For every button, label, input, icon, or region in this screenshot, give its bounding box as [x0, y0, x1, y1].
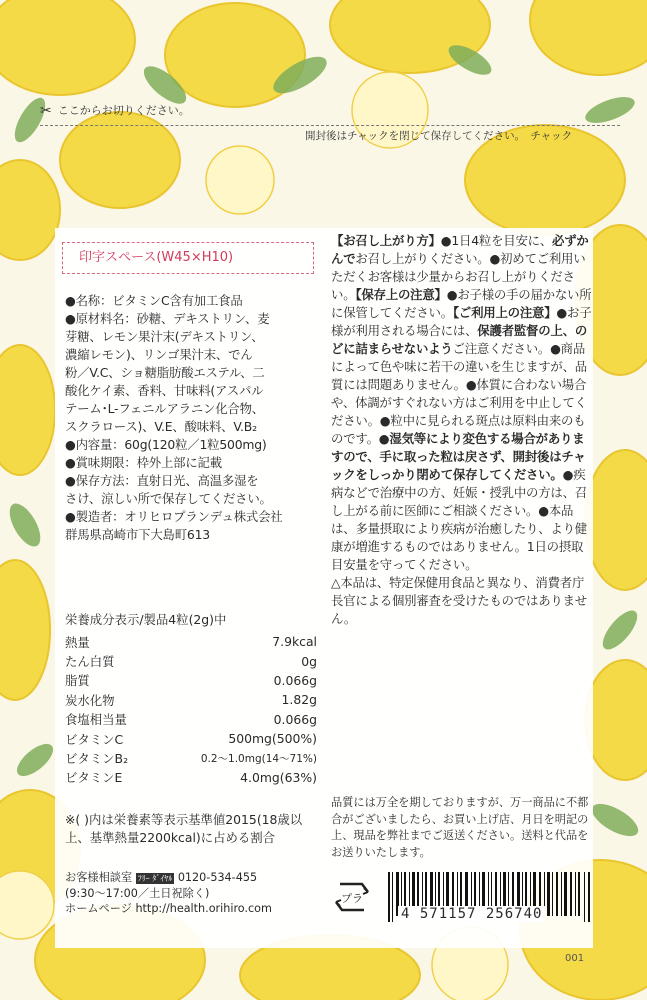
nutrition-row: 脂質 0.066g — [65, 672, 317, 689]
nutrition-row: 食塩相当量 0.066g — [65, 711, 317, 728]
info-line: さけ、涼しい所で保存してください。 — [65, 491, 272, 506]
caution-note: △本品は、特定保健用食品と異なり、消費者庁長官による個別審査を受けたものではありません。 — [331, 575, 588, 626]
nutrition-row: たん白質 0g — [65, 653, 317, 670]
print-space-box: 印字スペース(W45×H10) — [62, 242, 314, 274]
contact-info: お客様相談室 ﾌﾘｰ ﾀﾞｲﾔﾙ 0120-534-455 (9:30～17:00／土日祝除く) ホームページ http://health.orihiro.com — [65, 870, 327, 917]
nutrition-note: ※( )内は栄養素等表示基準値2015(18歳以上、基準熱量2200kcal)に占める割合 — [65, 812, 303, 845]
recycle-mark-text: プラ — [341, 892, 363, 905]
nutrition-row: ビタミンB₂ 0.2～1.0mg(14～71%) — [65, 751, 317, 767]
nutrition-row: 炭水化物 1.82g — [65, 692, 317, 708]
homepage-url: ホームページ http://health.orihiro.com — [65, 902, 272, 915]
directions: 【お召し上がり方】●1日4粒を目安に、必ずかんでお召し上がりください。●初めてご利用いただくお客様は少量からお召し上がりください。【保存上の注意】●お子様の手の届かない所に保管してください。【ご利用上の注意】●お子様が利用される場合には、保護者監督の上、のどに詰まらせないようご注意ください。●商品によって色や味に若干の違いを生じますが、品質には問題ありません。●体質に合わない場合や、体調がすぐれない方はご利用を中止してください。●粒中に見られる斑点は原料由来のものです。●湿気等により変色する場合がありますので、手に取った粒は戻さず、開封後はチャックをしっかり閉めて保存してください。●疾病などで治療中の方、妊娠・授乳中の方は、召し上がる前に医師にご相談ください。●本品は、多量摂取により疾病が治癒したり、より健康が増進するものではありません。1日の摂取目安量を守ってください。 △本品は、特定保健用食品と異なり、消費者庁長官による個別審査を受けたものではありません。 — [331, 233, 592, 626]
info-line: 酸化ケイ素、香料、甘味料(アスパル — [65, 383, 264, 398]
free-dial-badge: ﾌﾘｰ ﾀﾞｲﾔﾙ — [137, 873, 173, 883]
product-info — [65, 292, 325, 544]
nutrition-table — [65, 632, 317, 787]
info-line: テーム･L-フェニルアラニン化合物、 — [65, 401, 264, 416]
info-line: 濃縮レモン)、リンゴ果汁末、でん — [65, 347, 253, 362]
info-line: ●製造者：オリヒロプランデュ株式会社 — [65, 509, 283, 524]
quality-note: 品質には万全を期しておりますが、万一商品に不都合がございましたら、お買い上げ店、月日を明記の上、現品を弊社までご返送ください。送料と代品をお送りいたします。 — [331, 796, 589, 859]
info-line: 芽糖、レモン果汁末(デキストリン、 — [65, 329, 264, 344]
barcode-icon — [386, 872, 598, 932]
info-line: ●原材料名：砂糖、デキストリン、麦 — [65, 311, 270, 326]
print-code: 001 — [565, 953, 585, 964]
nutrition-title: 栄養成分表示/製品4粒(2g)中 — [65, 612, 227, 627]
nutrition-row: ビタミンC 500mg(500%) — [65, 731, 317, 747]
cut-line-note: ✂ ここからお切りください。 — [40, 103, 190, 119]
info-line: ●保存方法：直射日光、高温多湿を — [65, 473, 259, 488]
info-line: ●名称：ビタミンC含有加工食品 — [65, 293, 243, 308]
pla-recycle-icon — [332, 878, 372, 916]
scissors-icon: ✂ — [40, 103, 52, 119]
phone-number: 0120-534-455 — [177, 871, 258, 884]
zipper-note: 開封後はチャックを閉じて保存してください。 チャック — [305, 130, 573, 142]
hours: (9:30～17:00／土日祝除く) — [65, 886, 210, 900]
barcode-number: 4 571157 256740 — [398, 906, 545, 922]
info-line: 粉／V.C、ショ糖脂肪酸エステル、二 — [65, 365, 265, 380]
info-line: ●賞味期限：枠外上部に記載 — [65, 455, 222, 470]
nutrition-row: ビタミンE 4.0mg(63%) — [65, 769, 317, 786]
info-line: スクラロース)、V.E、酸味料、V.B₂ — [65, 419, 257, 434]
cut-line — [40, 125, 620, 126]
info-line: ●内容量：60g(120粒／1粒500mg) — [65, 437, 267, 452]
info-line: 群馬県高崎市下大島町613 — [65, 527, 210, 542]
nutrition-row: 熱量 7.9kcal — [65, 634, 317, 650]
